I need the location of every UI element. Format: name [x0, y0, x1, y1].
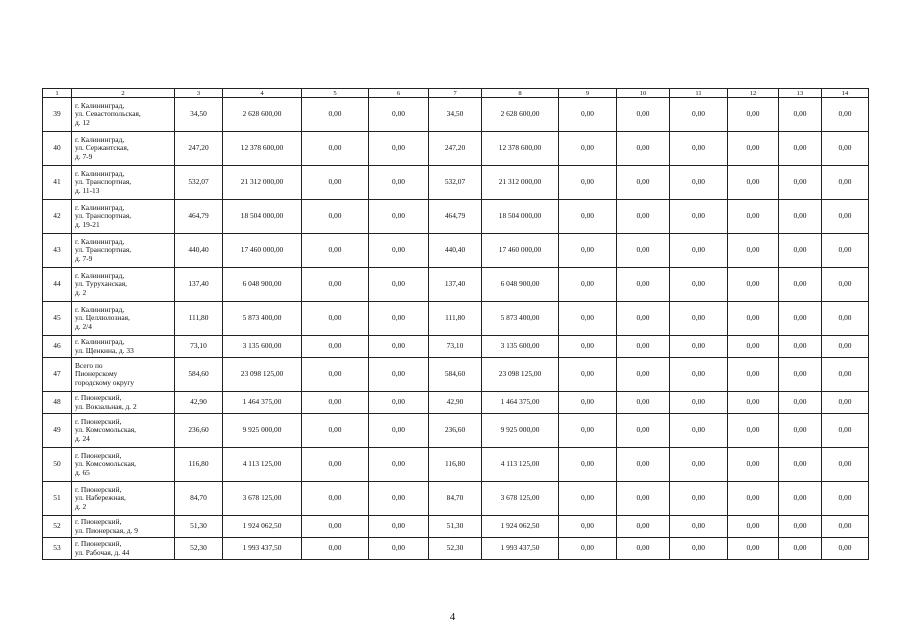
value-cell: 0,00: [369, 516, 429, 538]
value-cell: 0,00: [559, 200, 617, 234]
value-cell: 0,00: [822, 302, 869, 336]
value-cell: 236,60: [175, 414, 223, 448]
value-cell: 0,00: [779, 234, 822, 268]
value-cell: 0,00: [302, 538, 369, 560]
row-number: 40: [43, 132, 72, 166]
value-cell: 0,00: [670, 538, 728, 560]
address-line: д. 12: [75, 117, 90, 127]
address-line: Всего по: [75, 360, 103, 370]
value-cell: 3 678 125,00: [223, 482, 302, 516]
value-cell: 18 504 000,00: [223, 200, 302, 234]
value-cell: 116,80: [429, 448, 482, 482]
value-cell: 464,79: [429, 200, 482, 234]
address-cell: [72, 166, 175, 200]
value-cell: 0,00: [369, 302, 429, 336]
value-cell: 0,00: [822, 448, 869, 482]
value-cell: 0,00: [822, 358, 869, 392]
value-cell: 236,60: [429, 414, 482, 448]
value-cell: 0,00: [369, 358, 429, 392]
value-cell: 0,00: [728, 392, 779, 414]
value-cell: 0,00: [369, 98, 429, 132]
value-cell: 1 464 375,00: [223, 392, 302, 414]
address-cell: [72, 302, 175, 336]
value-cell: 4 113 125,00: [223, 448, 302, 482]
value-cell: 0,00: [617, 358, 670, 392]
value-cell: 1 993 437,50: [482, 538, 559, 560]
value-cell: 0,00: [302, 98, 369, 132]
value-cell: 0,00: [728, 482, 779, 516]
value-cell: 0,00: [822, 200, 869, 234]
value-cell: 0,00: [369, 234, 429, 268]
value-cell: 0,00: [822, 414, 869, 448]
address-line: г. Калининград,: [75, 202, 125, 212]
value-cell: 51,30: [175, 516, 223, 538]
table-row: [43, 516, 869, 538]
value-cell: 0,00: [779, 448, 822, 482]
value-cell: 0,00: [670, 516, 728, 538]
value-cell: 0,00: [670, 336, 728, 358]
value-cell: 0,00: [670, 448, 728, 482]
value-cell: 0,00: [822, 482, 869, 516]
value-cell: 21 312 000,00: [223, 166, 302, 200]
address-line: ул. Транспортная,: [75, 177, 132, 187]
value-cell: 0,00: [617, 268, 670, 302]
value-cell: 0,00: [559, 516, 617, 538]
table-row: [43, 166, 869, 200]
value-cell: 0,00: [617, 200, 670, 234]
value-cell: 0,00: [670, 268, 728, 302]
address-line: ул. Пионерская, д. 9: [75, 525, 138, 535]
value-cell: 0,00: [670, 98, 728, 132]
value-cell: 0,00: [728, 166, 779, 200]
column-header: 6: [369, 89, 429, 98]
address-line: д. 7-9: [75, 253, 93, 263]
value-cell: 0,00: [728, 538, 779, 560]
address-cell: [72, 268, 175, 302]
value-cell: 0,00: [728, 336, 779, 358]
address-line: ул. Комсомольская,: [75, 425, 137, 435]
table-row: [43, 538, 869, 560]
value-cell: 0,00: [369, 448, 429, 482]
value-cell: 0,00: [822, 516, 869, 538]
address-line: г. Калининград,: [75, 270, 125, 280]
value-cell: 0,00: [559, 234, 617, 268]
row-number: 43: [43, 234, 72, 268]
value-cell: 0,00: [822, 336, 869, 358]
value-cell: 0,00: [369, 336, 429, 358]
value-cell: 17 460 000,00: [223, 234, 302, 268]
address-line: д. 11-13: [75, 185, 100, 195]
address-line: г. Калининград,: [75, 236, 125, 246]
column-header: 4: [223, 89, 302, 98]
column-header: 2: [72, 89, 175, 98]
value-cell: 0,00: [670, 234, 728, 268]
value-cell: 532,07: [429, 166, 482, 200]
value-cell: 0,00: [559, 538, 617, 560]
value-cell: 6 048 900,00: [223, 268, 302, 302]
value-cell: 0,00: [670, 482, 728, 516]
value-cell: 0,00: [779, 200, 822, 234]
value-cell: 0,00: [822, 234, 869, 268]
value-cell: 0,00: [302, 358, 369, 392]
address-cell: [72, 336, 175, 358]
value-cell: 0,00: [559, 268, 617, 302]
value-cell: 0,00: [369, 538, 429, 560]
address-line: Пионерскому: [75, 369, 118, 379]
value-cell: 0,00: [779, 538, 822, 560]
row-number: 39: [43, 98, 72, 132]
column-header: 12: [728, 89, 779, 98]
value-cell: 0,00: [559, 482, 617, 516]
value-cell: 584,60: [429, 358, 482, 392]
value-cell: 0,00: [822, 392, 869, 414]
value-cell: 0,00: [670, 414, 728, 448]
table-row: [43, 268, 869, 302]
table-row: [43, 234, 869, 268]
value-cell: 0,00: [302, 132, 369, 166]
value-cell: 5 873 400,00: [482, 302, 559, 336]
table-body: [43, 89, 869, 560]
value-cell: 0,00: [779, 98, 822, 132]
value-cell: 18 504 000,00: [482, 200, 559, 234]
value-cell: 0,00: [559, 336, 617, 358]
value-cell: 0,00: [728, 234, 779, 268]
value-cell: 1 464 375,00: [482, 392, 559, 414]
value-cell: 0,00: [302, 448, 369, 482]
value-cell: 0,00: [302, 302, 369, 336]
value-cell: 12 378 600,00: [223, 132, 302, 166]
address-line: ул. Вокзальная, д. 2: [75, 401, 137, 411]
column-header: 13: [779, 89, 822, 98]
address-cell: [72, 98, 175, 132]
value-cell: 0,00: [779, 268, 822, 302]
address-line: ул. Транспортная,: [75, 211, 132, 221]
address-line: ул. Набережная,: [75, 493, 126, 503]
row-number: 47: [43, 358, 72, 392]
address-line: г. Пионерский,: [75, 516, 122, 526]
address-line: г. Калининград,: [75, 304, 125, 314]
value-cell: 0,00: [779, 166, 822, 200]
column-header: 10: [617, 89, 670, 98]
value-cell: 116,80: [175, 448, 223, 482]
address-line: ул. Рабочая, д. 44: [75, 547, 130, 557]
address-cell: [72, 392, 175, 414]
address-cell: [72, 200, 175, 234]
row-number: 41: [43, 166, 72, 200]
table-row: [43, 200, 869, 234]
value-cell: 0,00: [728, 358, 779, 392]
value-cell: 0,00: [670, 302, 728, 336]
value-cell: 17 460 000,00: [482, 234, 559, 268]
value-cell: 0,00: [617, 538, 670, 560]
row-number: 50: [43, 448, 72, 482]
address-line: ул. Щенкина, д. 33: [75, 345, 134, 355]
address-cell: [72, 132, 175, 166]
value-cell: 0,00: [302, 482, 369, 516]
address-line: г. Калининград,: [75, 100, 125, 110]
column-header: 14: [822, 89, 869, 98]
column-header: 11: [670, 89, 728, 98]
value-cell: 0,00: [779, 516, 822, 538]
address-line: г. Пионерский,: [75, 392, 122, 402]
address-line: д. 2/4: [75, 321, 92, 331]
value-cell: 532,07: [175, 166, 223, 200]
value-cell: 0,00: [559, 98, 617, 132]
value-cell: 0,00: [617, 234, 670, 268]
table-row: [43, 302, 869, 336]
address-cell: [72, 234, 175, 268]
value-cell: 0,00: [779, 482, 822, 516]
value-cell: 0,00: [822, 166, 869, 200]
value-cell: 137,40: [175, 268, 223, 302]
value-cell: 0,00: [617, 516, 670, 538]
value-cell: 0,00: [728, 268, 779, 302]
value-cell: 0,00: [369, 392, 429, 414]
value-cell: 0,00: [302, 234, 369, 268]
address-cell: [72, 538, 175, 560]
value-cell: 2 628 600,00: [482, 98, 559, 132]
value-cell: 1 924 062,50: [223, 516, 302, 538]
value-cell: 9 925 000,00: [482, 414, 559, 448]
value-cell: 42,90: [175, 392, 223, 414]
value-cell: 0,00: [302, 200, 369, 234]
column-header: 7: [429, 89, 482, 98]
address-line: г. Пионерский,: [75, 538, 122, 548]
address-line: ул. Сержантская,: [75, 143, 129, 153]
table-row: [43, 482, 869, 516]
value-cell: 3 678 125,00: [482, 482, 559, 516]
address-line: городскому округу: [75, 377, 135, 387]
column-header: 1: [43, 89, 72, 98]
value-cell: 0,00: [779, 302, 822, 336]
value-cell: 34,50: [175, 98, 223, 132]
value-cell: 0,00: [559, 166, 617, 200]
value-cell: 0,00: [369, 414, 429, 448]
value-cell: 0,00: [822, 98, 869, 132]
row-number: 45: [43, 302, 72, 336]
value-cell: 0,00: [617, 132, 670, 166]
value-cell: 0,00: [617, 98, 670, 132]
value-cell: 0,00: [369, 166, 429, 200]
value-cell: 0,00: [670, 358, 728, 392]
address-line: ул. Севастопольская,: [75, 109, 141, 119]
value-cell: 440,40: [175, 234, 223, 268]
address-cell: [72, 448, 175, 482]
row-number: 48: [43, 392, 72, 414]
column-header: 9: [559, 89, 617, 98]
value-cell: 3 135 600,00: [223, 336, 302, 358]
address-cell: [72, 482, 175, 516]
value-cell: 111,80: [175, 302, 223, 336]
value-cell: 0,00: [369, 482, 429, 516]
value-cell: 0,00: [728, 516, 779, 538]
value-cell: 9 925 000,00: [223, 414, 302, 448]
value-cell: 0,00: [369, 132, 429, 166]
address-line: д. 24: [75, 433, 90, 443]
value-cell: 84,70: [175, 482, 223, 516]
address-line: г. Калининград,: [75, 336, 125, 346]
row-number: 51: [43, 482, 72, 516]
value-cell: 23 098 125,00: [223, 358, 302, 392]
row-number: 52: [43, 516, 72, 538]
value-cell: 0,00: [302, 516, 369, 538]
value-cell: 0,00: [822, 268, 869, 302]
value-cell: 6 048 900,00: [482, 268, 559, 302]
value-cell: 1 924 062,50: [482, 516, 559, 538]
value-cell: 4 113 125,00: [482, 448, 559, 482]
value-cell: 0,00: [302, 414, 369, 448]
table-row: [43, 448, 869, 482]
row-number: 49: [43, 414, 72, 448]
column-header: 3: [175, 89, 223, 98]
address-line: г. Пионерский,: [75, 450, 122, 460]
value-cell: 0,00: [822, 132, 869, 166]
row-number: 53: [43, 538, 72, 560]
table-row: [43, 336, 869, 358]
value-cell: 0,00: [670, 132, 728, 166]
value-cell: 464,79: [175, 200, 223, 234]
value-cell: 0,00: [728, 200, 779, 234]
value-cell: 12 378 600,00: [482, 132, 559, 166]
address-line: ул. Транспортная,: [75, 245, 132, 255]
column-header: 5: [302, 89, 369, 98]
value-cell: 0,00: [559, 358, 617, 392]
value-cell: 0,00: [728, 98, 779, 132]
value-cell: 0,00: [617, 392, 670, 414]
value-cell: 34,50: [429, 98, 482, 132]
value-cell: 111,80: [429, 302, 482, 336]
value-cell: 0,00: [559, 302, 617, 336]
value-cell: 0,00: [728, 302, 779, 336]
address-line: д. 7-9: [75, 151, 93, 161]
table-row: [43, 358, 869, 392]
address-line: г. Калининград,: [75, 134, 125, 144]
value-cell: 0,00: [369, 200, 429, 234]
value-cell: 0,00: [670, 200, 728, 234]
address-cell: [72, 358, 175, 392]
value-cell: 0,00: [728, 448, 779, 482]
value-cell: 73,10: [175, 336, 223, 358]
value-cell: 21 312 000,00: [482, 166, 559, 200]
value-cell: 0,00: [559, 448, 617, 482]
value-cell: 0,00: [728, 414, 779, 448]
address-line: д. 2: [75, 501, 87, 511]
table-row: [43, 98, 869, 132]
address-line: д. 2: [75, 287, 87, 297]
row-number: 46: [43, 336, 72, 358]
value-cell: 23 098 125,00: [482, 358, 559, 392]
table-row: [43, 132, 869, 166]
value-cell: 0,00: [822, 538, 869, 560]
value-cell: 2 628 600,00: [223, 98, 302, 132]
value-cell: 0,00: [779, 414, 822, 448]
value-cell: 0,00: [779, 336, 822, 358]
value-cell: 0,00: [617, 166, 670, 200]
value-cell: 0,00: [369, 268, 429, 302]
value-cell: 52,30: [429, 538, 482, 560]
value-cell: 3 135 600,00: [482, 336, 559, 358]
value-cell: 584,60: [175, 358, 223, 392]
address-line: д. 65: [75, 467, 90, 477]
value-cell: 0,00: [617, 336, 670, 358]
address-line: г. Калининград,: [75, 168, 125, 178]
value-cell: 0,00: [302, 336, 369, 358]
column-header: 8: [482, 89, 559, 98]
value-cell: 0,00: [559, 132, 617, 166]
value-cell: 73,10: [429, 336, 482, 358]
value-cell: 51,30: [429, 516, 482, 538]
value-cell: 0,00: [302, 392, 369, 414]
address-line: ул. Целлюлозная,: [75, 313, 130, 323]
value-cell: 52,30: [175, 538, 223, 560]
header-row: [43, 89, 869, 98]
value-cell: 0,00: [670, 392, 728, 414]
value-cell: 0,00: [779, 358, 822, 392]
row-number: 42: [43, 200, 72, 234]
value-cell: 0,00: [617, 414, 670, 448]
value-cell: 0,00: [670, 166, 728, 200]
value-cell: 0,00: [779, 392, 822, 414]
table-row: [43, 392, 869, 414]
address-cell: [72, 414, 175, 448]
row-number: 44: [43, 268, 72, 302]
value-cell: 247,20: [175, 132, 223, 166]
value-cell: 0,00: [779, 132, 822, 166]
value-cell: 0,00: [559, 392, 617, 414]
table-row: [43, 414, 869, 448]
value-cell: 0,00: [617, 482, 670, 516]
address-line: г. Пионерский,: [75, 416, 122, 426]
value-cell: 0,00: [302, 166, 369, 200]
address-line: д. 19-21: [75, 219, 100, 229]
address-line: ул. Туруханская,: [75, 279, 128, 289]
address-line: г. Пионерский,: [75, 484, 122, 494]
value-cell: 137,40: [429, 268, 482, 302]
value-cell: 440,40: [429, 234, 482, 268]
value-cell: 0,00: [302, 268, 369, 302]
value-cell: 5 873 400,00: [223, 302, 302, 336]
value-cell: 0,00: [728, 132, 779, 166]
value-cell: 0,00: [617, 448, 670, 482]
address-cell: [72, 516, 175, 538]
value-cell: 84,70: [429, 482, 482, 516]
value-cell: 247,20: [429, 132, 482, 166]
value-cell: 0,00: [559, 414, 617, 448]
value-cell: 42,90: [429, 392, 482, 414]
page-number: 4: [449, 611, 456, 623]
address-line: ул. Комсомольская,: [75, 459, 137, 469]
value-cell: 0,00: [617, 302, 670, 336]
data-table: [42, 88, 869, 560]
value-cell: 1 993 437,50: [223, 538, 302, 560]
